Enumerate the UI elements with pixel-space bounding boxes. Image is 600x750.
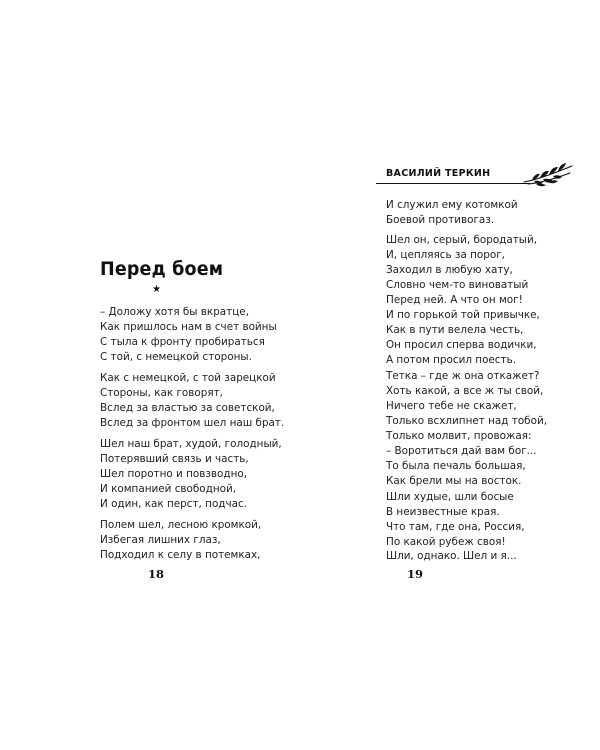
verse-line: Шли худые, шли босые xyxy=(386,491,514,503)
verse-line: А потом просил поесть. xyxy=(386,354,517,366)
verse-line: Избегая лишних глаз, xyxy=(100,534,221,546)
verse-line: И по горькой той привычке, xyxy=(386,309,540,321)
stanza xyxy=(100,305,277,365)
verse-line: То была печаль большая, xyxy=(386,460,526,472)
verse-line: И служил ему котомкой xyxy=(386,199,518,211)
verse-line: Только молвит, провожая: xyxy=(386,430,532,442)
verse-line: Вслед за властью за советской, xyxy=(100,402,275,414)
star-icon: ★ xyxy=(152,284,161,295)
verse-line: Как брели мы на восток. xyxy=(386,475,522,487)
verse-line: Только всхлипнет над тобой, xyxy=(386,415,547,427)
verse-line: Как пришлось нам в счет войны xyxy=(100,321,277,333)
verse-line: Хоть какой, а все ж ты свой, xyxy=(386,385,544,397)
poem-title: Перед боем xyxy=(100,258,224,280)
verse-line: Вслед за фронтом шел наш брат. xyxy=(100,417,285,429)
verse-line: Как с немецкой, с той зарецкой xyxy=(100,372,276,384)
stanza xyxy=(100,371,284,431)
verse-line: Словно чем-то виноватый xyxy=(386,279,529,291)
verse-line: Ничего тебе не скажет, xyxy=(386,400,517,412)
verse-line: Перед ней. А что он мог! xyxy=(386,294,523,306)
stanza xyxy=(386,233,537,308)
header-rule xyxy=(376,183,530,184)
laurel-branch-icon xyxy=(522,160,574,190)
page-number: 18 xyxy=(148,567,165,581)
stanza xyxy=(386,198,518,228)
verse-line: Шли, однако. Шел и я... xyxy=(386,550,517,562)
verse-line: И, цепляясь за порог, xyxy=(386,249,505,261)
verse-line: По какой рубеж своя! xyxy=(386,536,506,548)
stanza xyxy=(386,459,526,489)
stanza xyxy=(100,437,282,512)
verse-line: С тыла к фронту пробираться xyxy=(100,336,265,348)
verse-line: Что там, где она, Россия, xyxy=(386,521,525,533)
verse-line: Боевой противогаз. xyxy=(386,214,495,226)
verse-line: Шел он, серый, бородатый, xyxy=(386,234,538,246)
verse-line: Тетка – где ж она откажет? xyxy=(386,370,540,382)
verse-line: – Доложу хотя бы вкратце, xyxy=(100,306,249,318)
verse-line: И один, как перст, подчас. xyxy=(100,498,248,510)
stanza xyxy=(386,549,517,564)
verse-line: Подходил к селу в потемках, xyxy=(100,549,261,561)
verse-line: Стороны, как говорят, xyxy=(100,387,223,399)
stanza xyxy=(386,369,547,459)
verse-line: С той, с немецкой стороны. xyxy=(100,351,252,363)
verse-line: Полем шел, лесною кромкой, xyxy=(100,519,262,531)
verse-line: В неизвестные края. xyxy=(386,506,500,518)
verse-line: – Воротиться дай вам бог... xyxy=(386,445,537,457)
page-number: 19 xyxy=(407,567,424,581)
stanza xyxy=(100,518,261,563)
verse-line: Потерявший связь и часть, xyxy=(100,453,249,465)
verse-line: Он просил сперва водички, xyxy=(386,339,537,351)
verse-line: Заходил в любую хату, xyxy=(386,264,513,276)
right-page xyxy=(300,0,600,750)
running-head: ВАСИЛИЙ ТЕРКИН xyxy=(386,168,491,179)
verse-line: И компанией свободной, xyxy=(100,483,237,495)
stanza xyxy=(386,308,540,368)
verse-line: Шел наш брат, худой, голодный, xyxy=(100,438,282,450)
verse-line: Шел поротно и повзводно, xyxy=(100,468,248,480)
stanza xyxy=(386,490,525,550)
verse-line: Как в пути велела честь, xyxy=(386,324,524,336)
